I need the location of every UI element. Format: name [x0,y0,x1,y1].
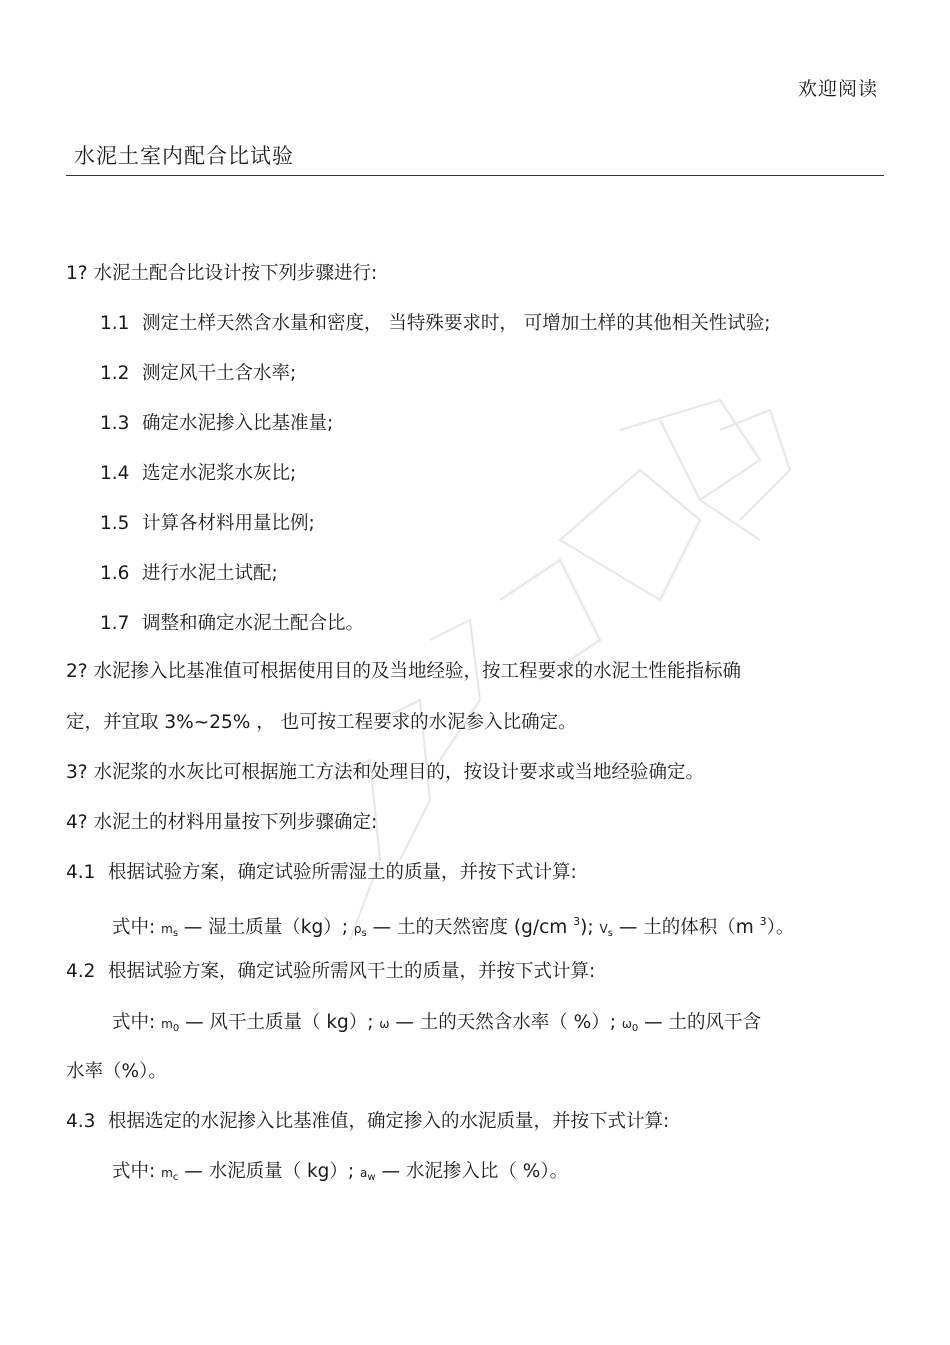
step-4-2 [66,960,595,984]
step-text: 计算各材料用量比例; [142,513,315,534]
step-text: 测定风干土含水率; [142,363,297,384]
step-1-2 [100,362,296,386]
step-1-4 [100,462,296,486]
step-number: 4.3 [66,1111,96,1132]
symbol-omega: ω [621,1017,632,1031]
step-number: 1.5 [100,513,130,534]
where-label: 式中: [112,1161,162,1182]
step-text: 根据选定的水泥掺入比基准值，确定掺入的水泥质量，并按下式计算: [108,1111,670,1132]
section-2-line-1: 2? 水泥掺入比基准值可根据使用目的及当地经验，按工程要求的水泥土性能指标确 [66,661,741,682]
step-number: 1.7 [100,613,130,634]
section-2-line-2: 定，并宜取 3%~25% ， 也可按工程要求的水泥参入比确定。 [66,712,577,733]
step-text: 根据试验方案，确定试验所需湿土的质量，并按下式计算: [108,862,577,883]
step-4-1 [66,861,577,885]
symbol-sup: 3 [759,915,767,928]
step-number: 4.2 [66,961,96,982]
title-divider [66,175,884,176]
symbol-m: m [161,922,173,936]
step-text: 根据试验方案，确定试验所需风干土的质量，并按下式计算: [108,961,596,982]
symbol-desc: ）。 [766,917,795,938]
section-4-intro: 4? 水泥土的材料用量按下列步骤确定: [66,812,378,833]
symbol-desc: — 湿土质量（kg）; [178,917,354,938]
step-text: 选定水泥浆水灰比; [142,463,297,484]
symbol-sub: 0 [172,1023,180,1034]
symbol-omega: ω [379,1017,390,1031]
step-1-6 [100,562,278,586]
symbol-m: m [161,1166,173,1180]
formula-legend-4-1 [112,910,794,946]
symbol-sup: 3 [573,915,581,928]
step-1-3 [100,412,333,436]
step-text: 确定水泥掺入比基准量; [142,413,334,434]
symbol-desc: — 土的天然含水率（ %）; [389,1012,622,1033]
step-4-3 [66,1110,669,1134]
symbol-sub: w [367,1172,376,1183]
where-label: 式中: [112,1012,162,1033]
symbol-sub: s [607,928,613,939]
symbol-desc: — 土的风干含 [638,1012,762,1033]
symbol-sub: c [172,1172,179,1183]
step-number: 1.6 [100,563,130,584]
symbol-v: V [599,922,608,936]
welcome-header: 欢迎阅读 [797,78,878,100]
symbol-m: m [161,1017,173,1031]
step-number: 4.1 [66,862,96,883]
step-text: 测定土样天然含水量和密度， 当特殊要求时， 可增加土样的其他相关性试验; [142,313,771,334]
symbol-desc: — 土的体积（m [612,917,760,938]
step-text: 进行水泥土试配; [142,563,278,584]
symbol-desc: — 水泥质量（ kg）; [178,1161,361,1182]
step-number: 1.1 [100,313,130,334]
symbol-desc: ); [580,917,600,938]
step-1-5 [100,512,315,536]
symbol-sub: 0 [631,1023,639,1034]
step-number: 1.2 [100,363,130,384]
step-1-1 [100,312,771,336]
step-1-7 [100,612,364,636]
where-label: 式中: [112,917,162,938]
step-number: 1.3 [100,413,130,434]
page-title: 水泥土室内配合比试验 [74,144,294,168]
step-number: 1.4 [100,463,130,484]
symbol-sub: s [361,928,367,939]
symbol-desc: — 水泥掺入比（ %）。 [375,1161,569,1182]
section-3: 3? 水泥浆的水灰比可根据施工方法和处理目的，按设计要求或当地经验确定。 [66,762,704,783]
symbol-a: a [360,1166,368,1180]
symbol-desc: — 土的天然密度 (g/cm [366,917,574,938]
symbol-rho: ρ [353,922,362,936]
step-text: 调整和确定水泥土配合比。 [142,613,365,634]
section-1-intro: 1? 水泥土配合比设计按下列步骤进行: [66,263,378,284]
formula-legend-4-2 [112,1011,761,1041]
symbol-desc: — 风干土质量（ kg）; [179,1012,380,1033]
formula-legend-4-2-continued: 水率（%）。 [66,1061,167,1082]
formula-legend-4-3 [112,1160,568,1190]
symbol-sub: s [172,928,179,939]
